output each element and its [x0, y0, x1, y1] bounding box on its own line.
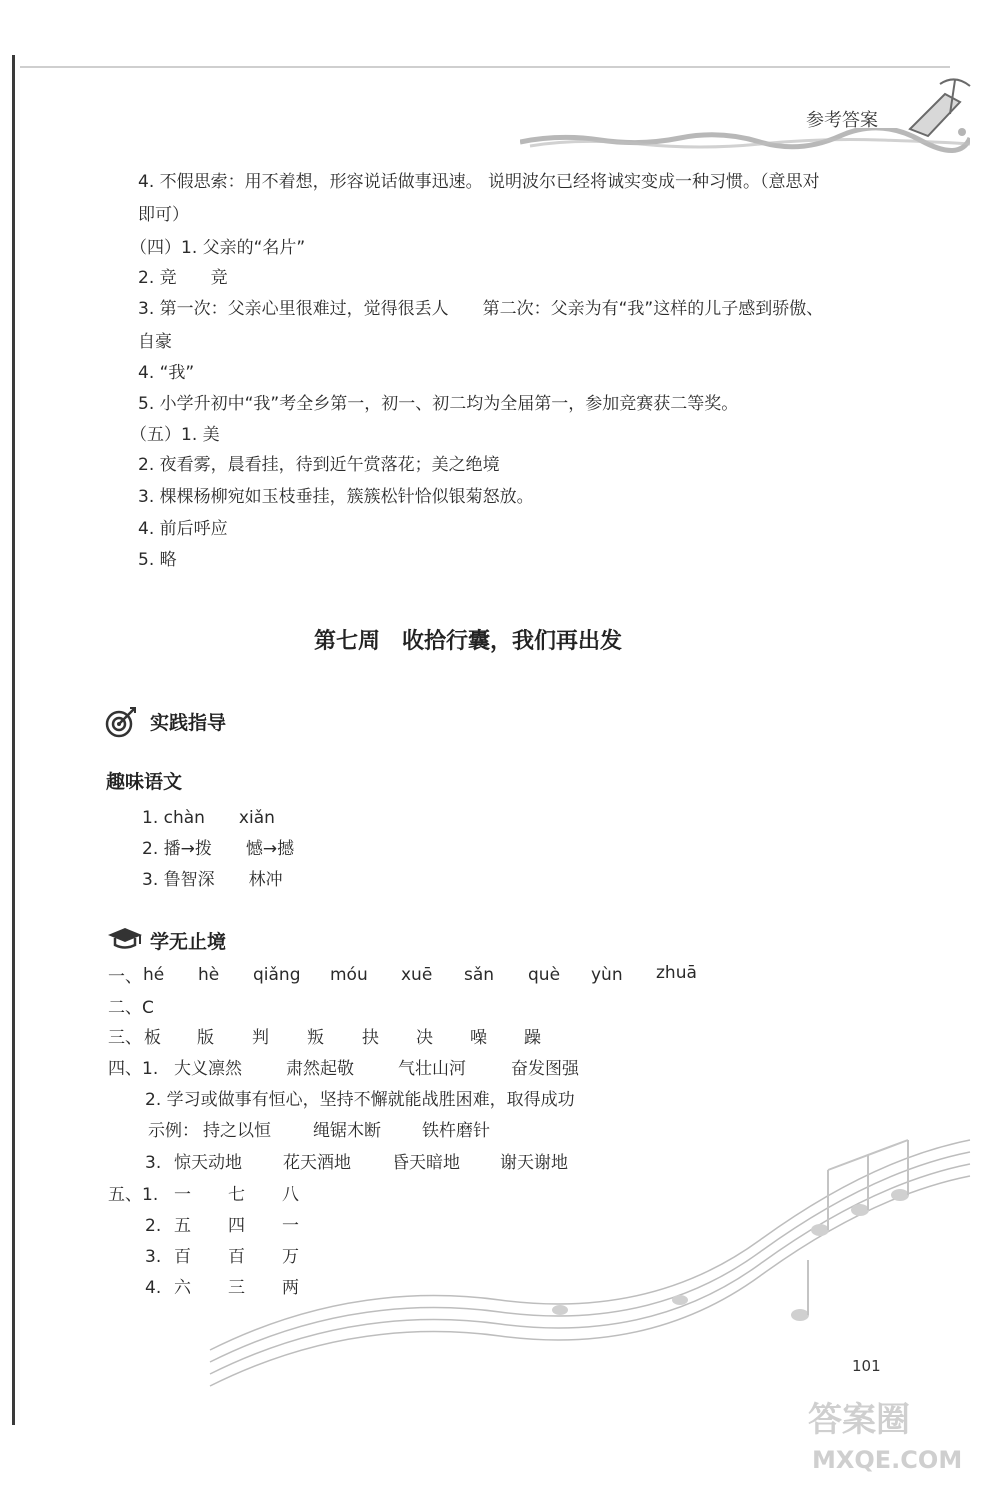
- watermark-url: MXQE.COM: [812, 1446, 963, 1474]
- music-notes-decoration: [200, 1100, 980, 1400]
- q4-3-label: 3.: [145, 1153, 162, 1173]
- q5-item: 一: [174, 1185, 191, 1205]
- answer-line: 4. 前后呼应: [138, 519, 228, 539]
- q4-item: 气壮山河: [398, 1059, 466, 1079]
- q3-item: 躁: [524, 1028, 541, 1048]
- q5-item: 七: [228, 1185, 245, 1205]
- answer-line: 5. 小学升初中“我”考全乡第一，初一、初二均为全届第一，参加竞赛获二等奖。: [138, 394, 739, 414]
- q4-item: 肃然起敬: [286, 1059, 354, 1079]
- q1-item: hé: [143, 965, 165, 985]
- q4-label: 四、1.: [108, 1059, 159, 1079]
- q4-example-label: 示例：: [148, 1121, 199, 1141]
- q5-item: 两: [282, 1278, 299, 1298]
- practice-heading: 实践指导: [150, 712, 227, 734]
- q5-item: 一: [282, 1216, 299, 1236]
- q3-item: 噪: [470, 1028, 487, 1048]
- practice-line: 3. 鲁智深 林冲: [142, 870, 283, 890]
- q1-item: yùn: [591, 965, 623, 985]
- q3-item: 判: [252, 1028, 269, 1048]
- q4-example-item: 持之以恒: [203, 1121, 271, 1141]
- q1-item: móu: [330, 965, 368, 985]
- answer-line: （四）1. 父亲的“名片”: [130, 238, 306, 258]
- q5-item: 四: [228, 1216, 245, 1236]
- answer-line: 3. 第一次：父亲心里很难过，觉得很丢人 第二次：父亲为有“我”这样的儿子感到骄傲、: [138, 299, 824, 319]
- q3-item: 决: [416, 1028, 433, 1048]
- q3-item: 板: [144, 1028, 161, 1048]
- q5-item: 六: [174, 1278, 191, 1298]
- q1-item: hè: [198, 965, 220, 985]
- q1-item: zhuā: [656, 963, 697, 983]
- q1-item: xuē: [401, 965, 433, 985]
- q2-answer: 二、C: [108, 998, 154, 1018]
- q5-item: 百: [174, 1247, 191, 1267]
- answer-line: 即可）: [138, 205, 189, 225]
- q4-example-item: 绳锯木断: [313, 1121, 381, 1141]
- q5-row-label: 2.: [145, 1216, 162, 1236]
- q5-row-label: 3.: [145, 1247, 162, 1267]
- q4-item: 奋发图强: [511, 1059, 579, 1079]
- q4-3-item: 花天酒地: [283, 1153, 351, 1173]
- page-top-rule: [20, 66, 950, 68]
- practice-line: 2. 播→拨 憾→撼: [142, 839, 295, 859]
- q4-example-item: 铁杵磨针: [422, 1121, 490, 1141]
- q3-label: 三、: [108, 1028, 142, 1048]
- target-icon: [104, 706, 138, 740]
- q5-item: 五: [174, 1216, 191, 1236]
- q3-item: 叛: [307, 1028, 324, 1048]
- q1-item: qiǎng: [253, 965, 301, 985]
- answer-line: 4. “我”: [138, 363, 195, 383]
- graduation-cap-icon: [106, 926, 144, 952]
- q5-item: 八: [282, 1185, 299, 1205]
- q1-label: 一、: [108, 967, 142, 987]
- q5-label: 五、1.: [108, 1185, 159, 1205]
- q3-item: 抉: [362, 1028, 379, 1048]
- page-number: 101: [852, 1357, 881, 1375]
- q4-item: 大义凛然: [174, 1059, 242, 1079]
- chapter-title: 第七周 收拾行囊，我们再出发: [314, 629, 623, 654]
- answer-line: 2. 夜看雾，晨看挂，待到近午赏落花；美之绝境: [138, 455, 500, 475]
- answer-line: 2. 竞 竞: [138, 268, 228, 288]
- header-title: 参考答案: [806, 110, 878, 131]
- beach-chair-icon: [900, 74, 980, 144]
- page-left-border: [12, 55, 15, 1425]
- learning-heading: 学无止境: [150, 931, 227, 953]
- q3-item: 版: [197, 1028, 214, 1048]
- answer-line: 5. 略: [138, 550, 177, 570]
- practice-line: 1. chàn xiǎn: [142, 808, 275, 828]
- q5-item: 万: [282, 1247, 299, 1267]
- q4-3-item: 谢天谢地: [500, 1153, 568, 1173]
- watermark-logo: 答案圈: [808, 1400, 910, 1440]
- q4-3-item: 惊天动地: [174, 1153, 242, 1173]
- q5-item: 三: [228, 1278, 245, 1298]
- q4-3-item: 昏天暗地: [392, 1153, 460, 1173]
- q5-item: 百: [228, 1247, 245, 1267]
- answer-line: 自豪: [138, 332, 172, 352]
- q5-row-label: 4.: [145, 1278, 162, 1298]
- answer-line: 4. 不假思索：用不着想，形容说话做事迅速。 说明波尔已经将诚实变成一种习惯。（意思对: [138, 172, 820, 192]
- q1-item: què: [528, 965, 561, 985]
- practice-sub-heading: 趣味语文: [106, 771, 183, 793]
- answer-line: （五）1. 美: [130, 425, 220, 445]
- answer-line: 3. 棵棵杨柳宛如玉枝垂挂，簇簇松针恰似银菊怒放。: [138, 487, 534, 507]
- q1-item: sǎn: [464, 965, 495, 985]
- q4-2-answer: 2. 学习或做事有恒心，坚持不懈就能战胜困难，取得成功: [145, 1090, 575, 1110]
